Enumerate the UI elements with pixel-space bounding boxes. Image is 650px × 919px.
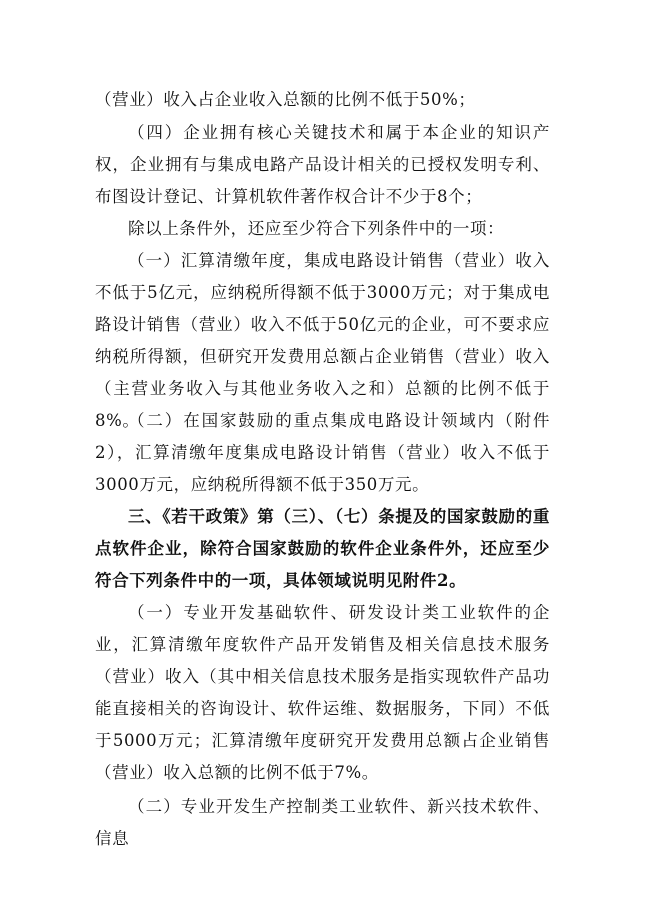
paragraph-option-2: （二）在国家鼓励的重点集成电路设计领域内（附件2），汇算清缴年度集成电路设计销售（营业）收入不低于3000万元，应纳税所得额不低于350万元。 — [95, 411, 550, 494]
paragraph-option-1: （一）汇算清缴年度，集成电路设计销售（营业）收入不低于5亿元，应纳税所得额不低于3000万元；对于集成电路设计销售（营业）收入不低于50亿元的企业，可不要求应纳税所得额，但研究开发费用总额占企业销售（营业）收入（主营业务收入与其他业务收入之和）总额的比例不低于8%。 — [95, 251, 550, 430]
paragraph-condition-4: （四）企业拥有核心关键技术和属于本企业的知识产权，企业拥有与集成电路产品设计相关的已授权发明专利、布图设计登记、计算机软件著作权合计不少于8个； — [95, 123, 550, 206]
section-heading-key-software: 三、《若干政策》第（三）、（七）条提及的国家鼓励的重点软件企业，除符合国家鼓励的软件企业条件外，还应至少符合下列条件中的一项，具体领域说明见附件2。 — [95, 507, 550, 590]
paragraph-software-option-1: （一）专业开发基础软件、研发设计类工业软件的企业，汇算清缴年度软件产品开发销售及相关信息技术服务（营业）收入（其中相关信息技术服务是指实现软件产品功能直接相关的咨询设计、软件运维、数据服务，下同）不低于5000万元；汇算清缴年度研究开发费用总额占企业销售（营业）收入总额的比例不低于7%。 — [95, 603, 550, 782]
paragraph-additional-conditions: 除以上条件外，还应至少符合下列条件中的一项： — [128, 219, 505, 238]
paragraph-income-ratio-tail: （营业）收入占企业收入总额的比例不低于50%； — [95, 90, 476, 109]
paragraph-software-option-2: （二）专业开发生产控制类工业软件、新兴技术软件、信息 — [95, 797, 550, 848]
